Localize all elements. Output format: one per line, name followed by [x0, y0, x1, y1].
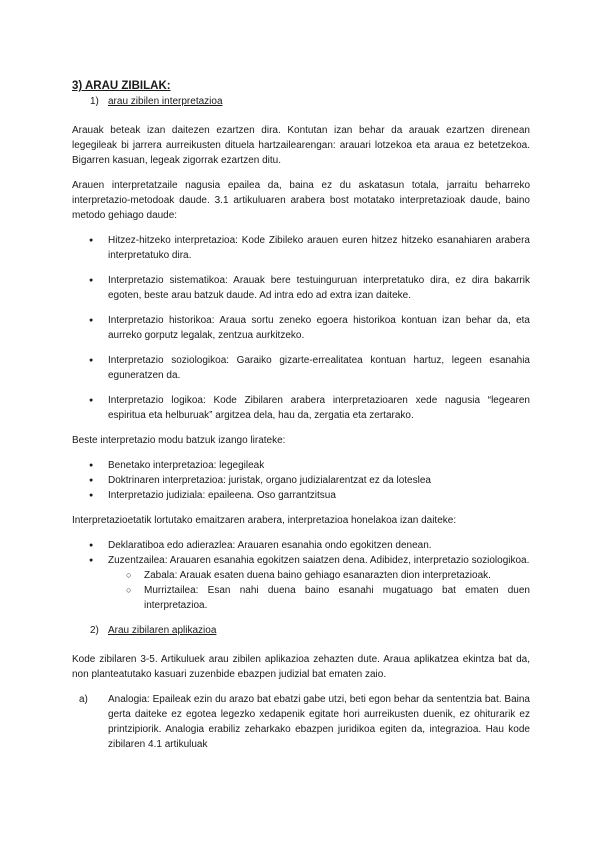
item-text: Analogia: Epaileak ezin du arazo bat ebatzi gabe utzi, beti egon behar da sententzia bat. Baina gerta daiteke ez egotea legezko xedapenik egitate hori aurreikusten duenik, ez ohiturarik ez printzipiorik. Analogia erabiliz zeharkako ebazpen juridikoa egiten da, integrazioa. Hau kode zibilaren 4.1 artikuluak [108, 694, 530, 750]
heading-text: Arau zibilaren aplikazioa [108, 625, 217, 636]
heading-application [90, 623, 530, 638]
paragraph: Arauen interpretatzaile nagusia epailea da, baina ez du askatasun totala, jarraitu beharreko interpretazio-metodoak daude. 3.1 artikuluaren arabera bost motatako interpretazioak daude, baino metodo gehiago daude: [72, 180, 530, 221]
paragraph: Beste interpretazio modu batzuk izango lirateke: [72, 435, 286, 446]
sub-list-item: ○ Zabala: Arauak esaten duena baino gehiago esanarazten dion interpretazioak. [108, 568, 530, 583]
list-item: ● Doktrinaren interpretazioa: juristak, organo judizialarentzat ez da loteslea [72, 473, 530, 488]
list-item: ● Interpretazio sistematikoa: Arauak bere testuinguruan interpretatuko dira, ez dira bakarrik egoten, beste arau batzuk daude. Ad intra edo ad extra izan daiteke. [72, 273, 530, 303]
paragraph: Interpretazioetatik lortutako emaitzaren arabera, interpretazioa honelakoa izan daiteke: [72, 515, 457, 526]
other-modes-list [72, 458, 530, 503]
heading-text: arau zibilen interpretazioa [108, 96, 223, 107]
heading-number: 2) [90, 625, 99, 636]
heading-interpretation [90, 94, 530, 109]
sub-list [108, 568, 530, 613]
list-item-text: Zuzentzailea: Arauaren esanahia egokitzen saiatzen dena. Adibidez, interpretazio soziologikoa. [108, 555, 530, 566]
list-item: ● Deklaratiboa edo adierazlea: Arauaren esanahia ondo egokitzen denean. [72, 538, 530, 553]
heading-number: 1) [90, 96, 99, 107]
list-item: ● Benetako interpretazioa: legegileak [72, 458, 530, 473]
interpretation-methods-list [72, 233, 530, 423]
lettered-item-a [79, 692, 530, 752]
results-list [72, 538, 530, 613]
item-label: a) [79, 694, 88, 705]
list-item: ● Interpretazio judiziala: epaileena. Oso garrantzitsua [72, 488, 530, 503]
list-item: ● Interpretazio soziologikoa: Garaiko gizarte-errealitatea kontuan hartuz, legeen esanahia eguneratzen da. [72, 353, 530, 383]
paragraph: Arauak beteak izan daitezen ezartzen dira. Kontutan izan behar da arauak ezartzen direnean legegileak bi jarrera aurreikusten dituela hartzailearengan: arauari lotzekoa eta araua ez betetzekoa. Bigarren kasuan, legeak zigorrak ezartzen ditu. [72, 125, 530, 166]
list-item [72, 553, 530, 613]
section-title: 3) ARAU ZIBILAK: [72, 80, 171, 92]
list-item: ● Interpretazio logikoa: Kode Zibilaren arabera interpretazioaren xede nagusia “legearen espiritua eta helburuak” argitzea dela, hau da, zergatia eta zertarako. [72, 393, 530, 423]
paragraph: Kode zibilaren 3-5. Artikuluek arau zibilen aplikazioa zehazten dute. Araua aplikatzea ekintza bat da, non planteatutako kasuari zuzenbide ebazpen judizial bat ematen zaio. [72, 654, 530, 680]
list-item: ● Interpretazio historikoa: Araua sortu zeneko egoera historikoa kontuan izan behar da, eta aurreko gorputz legalak, zentzua aurkitzeko. [72, 313, 530, 343]
sub-list-item: ○ Murriztailea: Esan nahi duena baino esanahi mugatuago bat ematen duen interpretazioa. [108, 583, 530, 613]
list-item: ● Hitzez-hitzeko interpretazioa: Kode Zibileko arauen euren hitzez hitzeko esanahiaren arabera interpretatuko dira. [72, 233, 530, 263]
